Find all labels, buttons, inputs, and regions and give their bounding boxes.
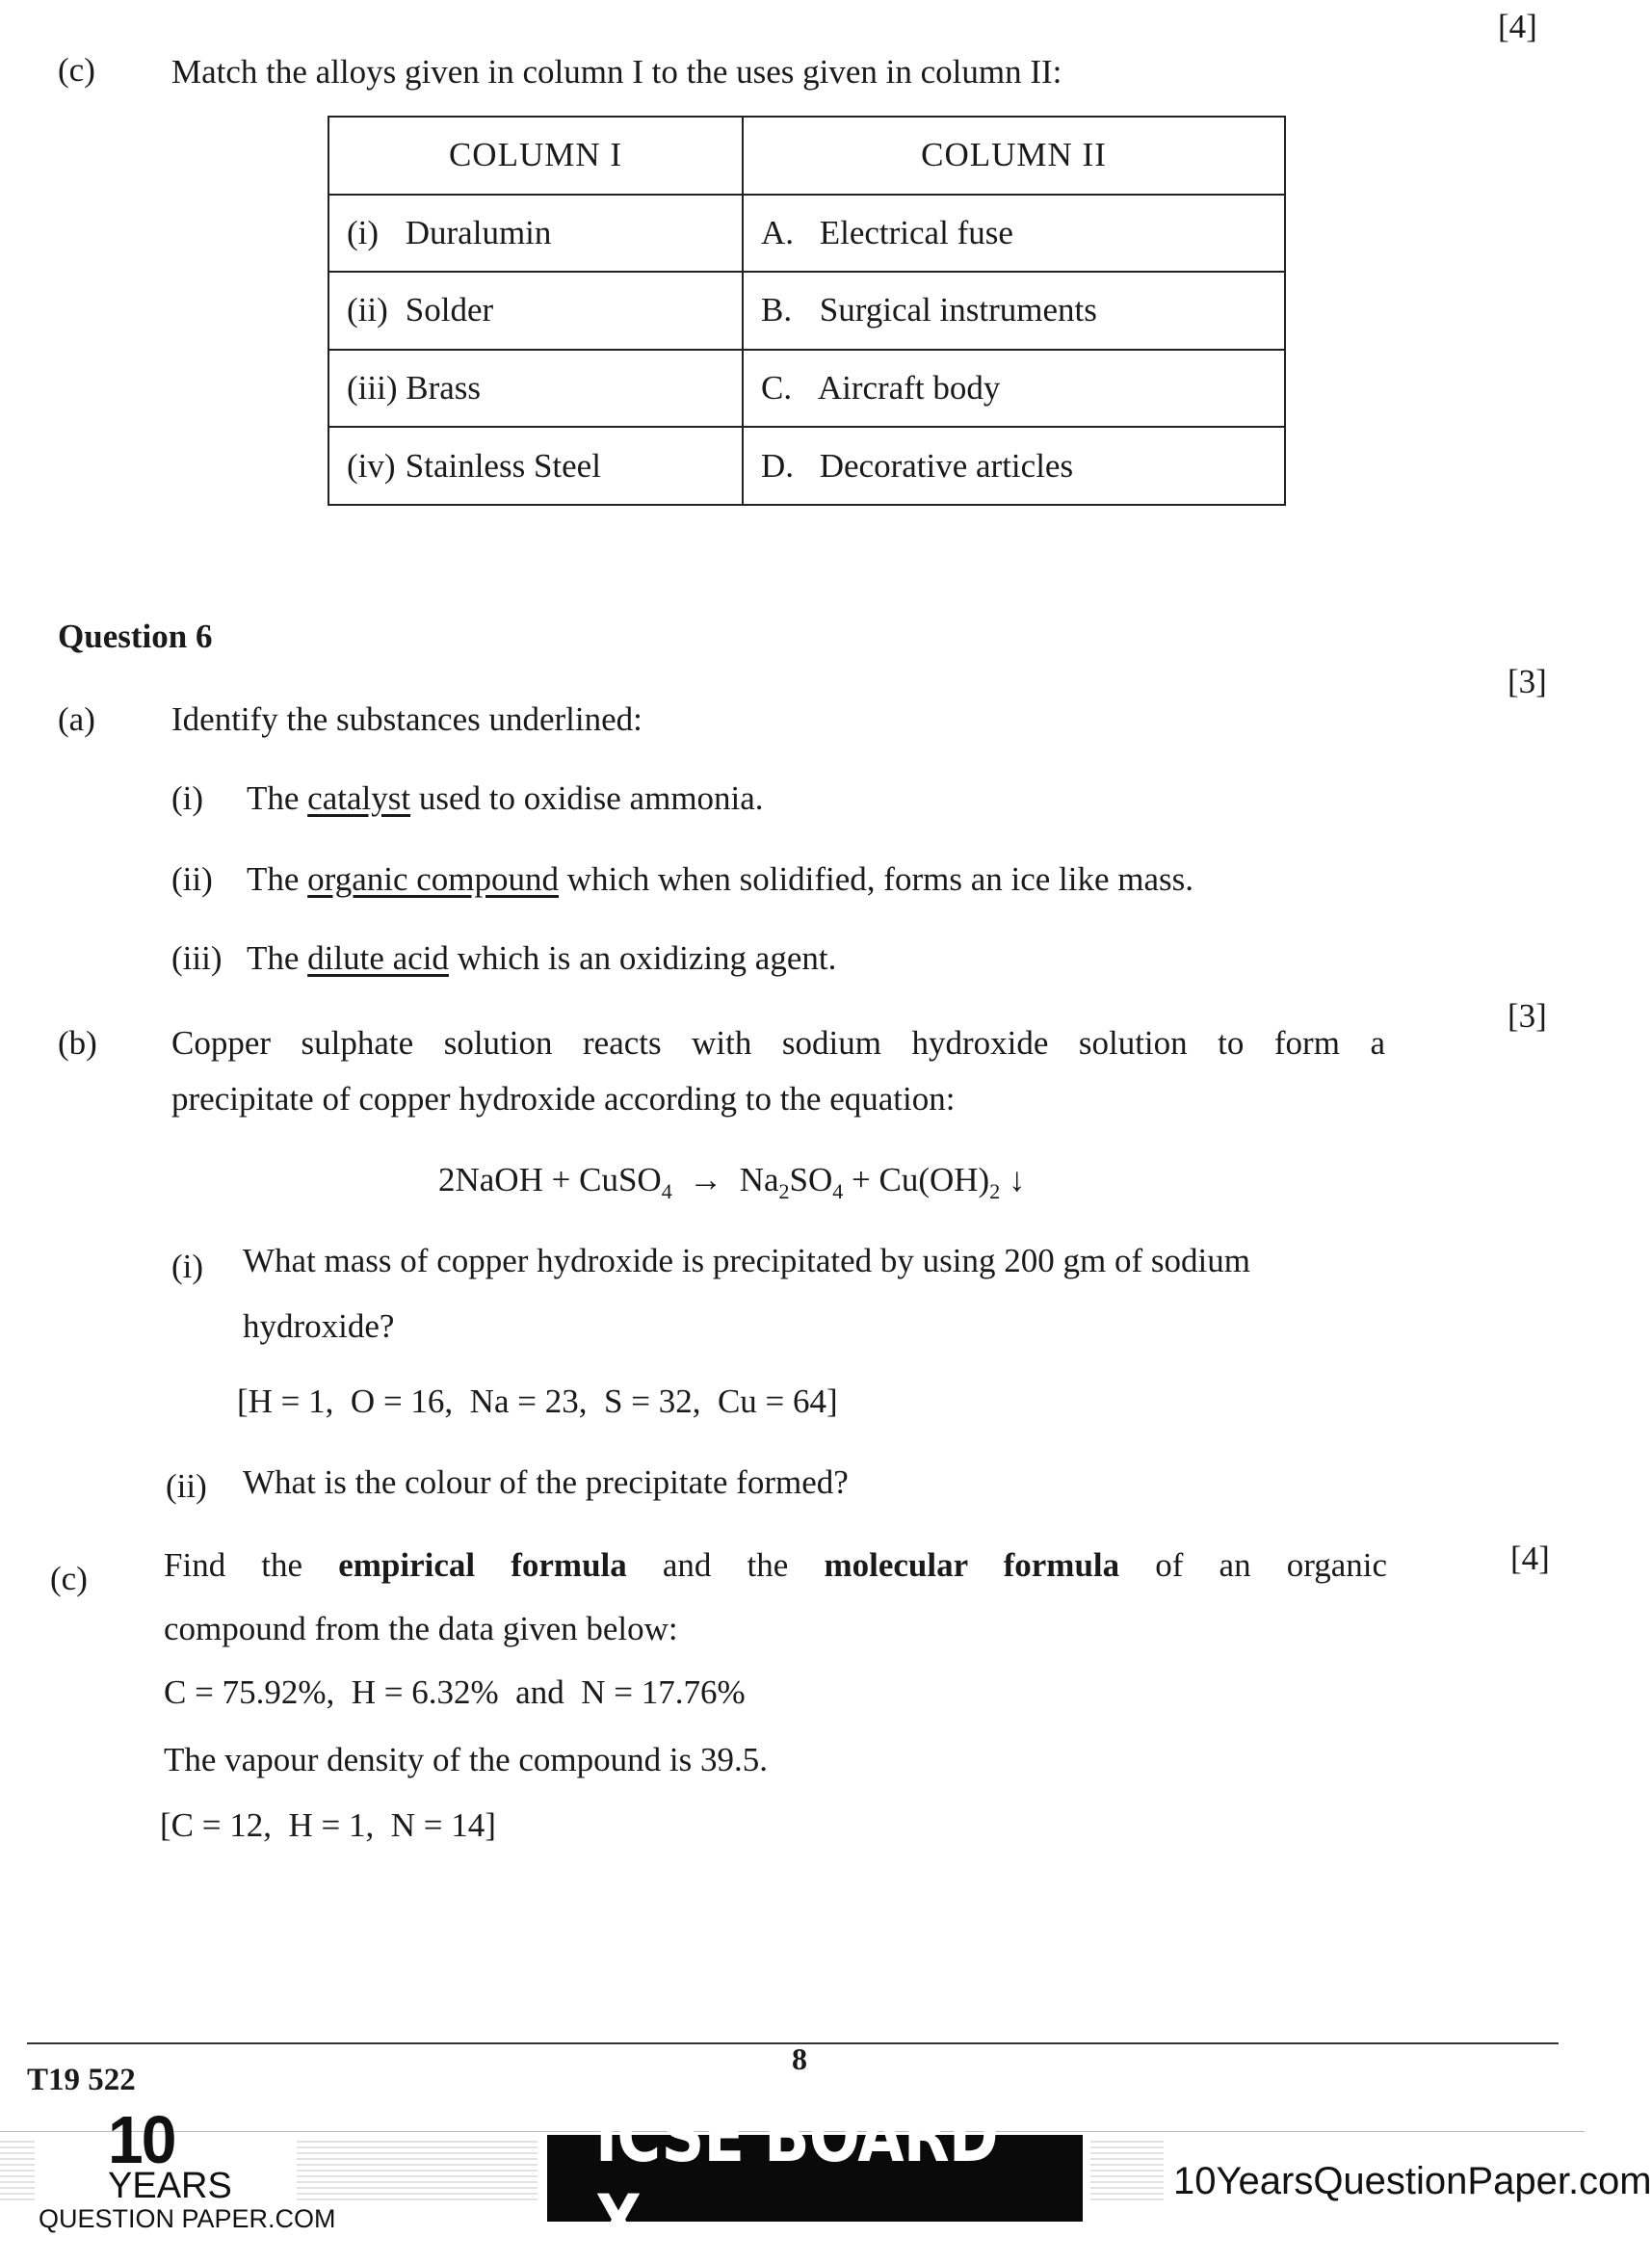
board-banner-text: ICSE BOARD X bbox=[595, 2093, 998, 2264]
logo-number-text: 10 bbox=[108, 2102, 175, 2177]
alloy-name: Solder bbox=[405, 291, 494, 329]
row-label: C. bbox=[761, 369, 793, 408]
item-text bbox=[247, 778, 764, 819]
table-cell bbox=[743, 195, 1285, 273]
question-6-heading: Question 6 bbox=[58, 618, 213, 655]
part-6b-label: (b) bbox=[58, 1024, 97, 1062]
reaction-arrow-icon: → bbox=[689, 1161, 723, 1198]
text-part: The bbox=[247, 860, 308, 898]
part-6b-ii-text: What is the colour of the precipitate formed? bbox=[243, 1463, 849, 1501]
marks-6b: [3] bbox=[1508, 997, 1547, 1035]
table-cell bbox=[328, 427, 743, 505]
alloy-name: Stainless Steel bbox=[405, 446, 601, 485]
alloy-match-table bbox=[328, 116, 1286, 506]
bold-term: molecular formula bbox=[824, 1546, 1120, 1584]
row-label: D. bbox=[761, 446, 795, 485]
subscript: 4 bbox=[832, 1179, 844, 1203]
table-cell bbox=[743, 350, 1285, 428]
alloy-name: Brass bbox=[406, 369, 482, 408]
table-cell bbox=[328, 195, 743, 273]
row-label: (i) bbox=[347, 213, 380, 251]
part-6c-label: (c) bbox=[50, 1560, 88, 1597]
table-cell bbox=[328, 272, 743, 350]
site-logo-subtitle: QUESTION PAPER.COM bbox=[39, 2204, 336, 2233]
table-cell bbox=[328, 350, 743, 428]
table-header-column-2: COLUMN II bbox=[743, 117, 1285, 195]
alloy-use: Electrical fuse bbox=[819, 213, 1013, 251]
row-label: A. bbox=[761, 213, 795, 251]
part-6b-line-2: precipitate of copper hydroxide according to the equation: bbox=[171, 1080, 956, 1118]
part-6b-i-line-2: hydroxide? bbox=[243, 1307, 395, 1345]
underlined-term: catalyst bbox=[307, 779, 411, 817]
equation-rhs: + Cu(OH) bbox=[843, 1161, 990, 1198]
marks-5c: [4] bbox=[1498, 8, 1537, 45]
text-part: which when solidified, forms an ice like mass. bbox=[559, 860, 1194, 898]
underlined-term: organic compound bbox=[307, 860, 559, 898]
text-part: The bbox=[247, 779, 308, 817]
part-6c-line-2: compound from the data given below: bbox=[164, 1610, 678, 1647]
table-header-column-1: COLUMN I bbox=[328, 117, 743, 195]
part-6c-vapour-density: The vapour density of the compound is 39.5. bbox=[164, 1741, 768, 1778]
item-label: (iii) bbox=[171, 939, 223, 977]
part-5c-label: (c) bbox=[58, 51, 95, 89]
item-text bbox=[247, 938, 836, 979]
text-part: Find the bbox=[164, 1546, 339, 1584]
board-banner bbox=[547, 2093, 1083, 2264]
decorative-stripes bbox=[297, 2141, 538, 2200]
alloy-use: Surgical instruments bbox=[819, 291, 1097, 329]
page-number: 8 bbox=[792, 2041, 807, 2076]
row-label: (iv) bbox=[347, 446, 396, 485]
equation-rhs: Na bbox=[739, 1161, 779, 1198]
item-label: (ii) bbox=[166, 1467, 207, 1505]
subscript: 4 bbox=[661, 1179, 672, 1203]
chemical-equation bbox=[438, 1160, 1025, 1204]
text-part: The bbox=[247, 939, 308, 977]
table-row bbox=[328, 350, 1285, 428]
paper-code: T19 522 bbox=[27, 2063, 136, 2097]
part-6b-line-1: Copper sulphate solution reacts with sodium hydroxide solution to form a bbox=[171, 1024, 1385, 1062]
text-part: and the bbox=[626, 1546, 825, 1584]
table-header-row bbox=[328, 117, 1285, 195]
text-part: used to oxidise ammonia. bbox=[410, 779, 764, 817]
row-label: B. bbox=[761, 291, 793, 329]
atomic-masses-c: [C = 12, H = 1, N = 14] bbox=[160, 1806, 496, 1844]
part-5c-instruction: Match the alloys given in column I to the uses given in column II: bbox=[171, 53, 1062, 91]
part-6c-line-1 bbox=[164, 1545, 1387, 1586]
item-label: (i) bbox=[171, 779, 204, 817]
text-part: which is an oxidizing agent. bbox=[448, 939, 837, 977]
table-row bbox=[328, 195, 1285, 273]
item-text bbox=[247, 859, 1193, 900]
row-label: (iii) bbox=[347, 369, 398, 408]
subscript: 2 bbox=[778, 1179, 790, 1203]
item-label: (ii) bbox=[171, 860, 213, 898]
precipitate-down-arrow-icon: ↓ bbox=[1008, 1161, 1026, 1198]
subscript: 2 bbox=[989, 1179, 1001, 1203]
bold-term: empirical formula bbox=[338, 1546, 627, 1584]
marks-6c: [4] bbox=[1510, 1540, 1550, 1577]
alloy-name: Duralumin bbox=[405, 213, 552, 251]
table-row bbox=[328, 272, 1285, 350]
table-cell bbox=[743, 427, 1285, 505]
table-row bbox=[328, 427, 1285, 505]
part-6c-composition: C = 75.92%, H = 6.32% and N = 17.76% bbox=[164, 1673, 746, 1711]
site-url[interactable]: 10YearsQuestionPaper.com bbox=[1173, 2160, 1652, 2202]
part-6b-i-line-1: What mass of copper hydroxide is precipitated by using 200 gm of sodium bbox=[243, 1242, 1250, 1279]
row-label: (ii) bbox=[347, 291, 388, 329]
underlined-term: dilute acid bbox=[307, 939, 449, 977]
site-logo-number bbox=[108, 2102, 175, 2177]
decorative-stripes bbox=[1090, 2141, 1164, 2200]
equation-lhs: 2NaOH + CuSO bbox=[438, 1161, 662, 1198]
equation-rhs: SO bbox=[789, 1161, 833, 1198]
decorative-stripes bbox=[0, 2141, 35, 2200]
atomic-masses-b: [H = 1, O = 16, Na = 23, S = 32, Cu = 64] bbox=[237, 1382, 838, 1420]
text-part: of an organic bbox=[1119, 1546, 1388, 1584]
table-cell bbox=[743, 272, 1285, 350]
site-logo-years: YEARS bbox=[108, 2166, 232, 2206]
item-label: (i) bbox=[171, 1248, 204, 1285]
alloy-use: Aircraft body bbox=[817, 369, 1001, 408]
marks-6a: [3] bbox=[1508, 663, 1547, 700]
alloy-use: Decorative articles bbox=[819, 446, 1074, 485]
part-6a-label: (a) bbox=[58, 700, 95, 738]
part-6a-prompt: Identify the substances underlined: bbox=[171, 700, 642, 738]
